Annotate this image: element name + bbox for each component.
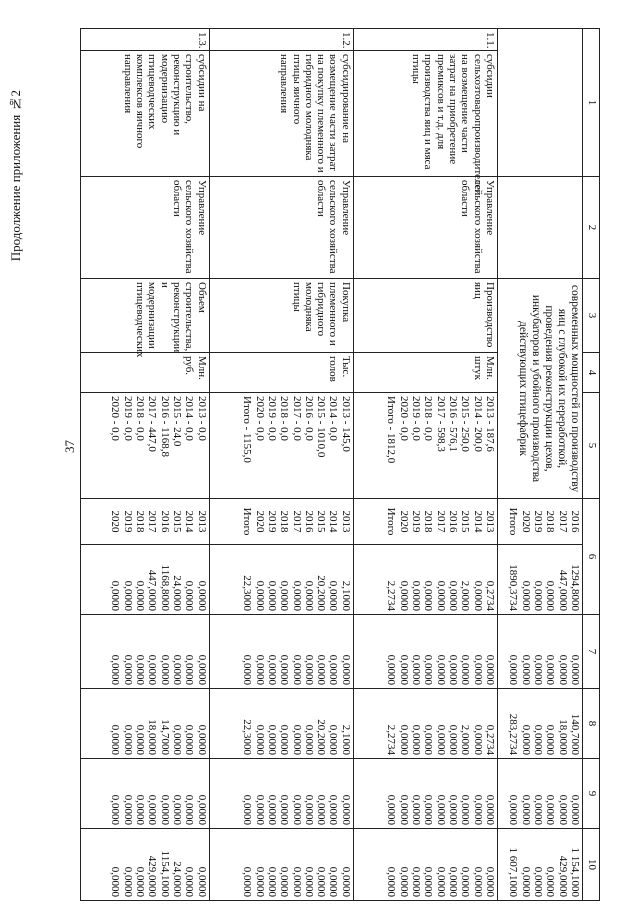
col-header-9: 9 [583, 759, 600, 829]
col-header-7: 7 [583, 615, 600, 689]
unit: Млн. штук [353, 353, 497, 393]
years: 2013 2014 2015 2016 2017 2018 2019 2020 Итого [209, 499, 353, 545]
col9-values: 0,0000 0,0000 0,0000 0,0000 0,0000 0,0000 0,0000 0,0000 0,0000 [209, 759, 353, 829]
col10-values: 0,0000 0,0000 24,0000 1154,1000 429,0000 0,0000 0,0000 0,0000 [81, 829, 210, 901]
col8-values: 0,2734 0,0000 2,0000 0,0000 0,0000 0,0000 0,0000 0,0000 2,2734 [353, 689, 497, 759]
intro-title: современных мощностей по производству яиц с глубокой их переработкой, проведения реконструкции цехов, инкубаторов и убойного производства действующих птицефабрик [498, 279, 583, 499]
col-header-5: 5 [583, 393, 600, 499]
intro-col9: 0,0000 0,0000 0,0000 0,0000 0,0000 0,0000 [498, 759, 583, 829]
unit: Тыс. голов [209, 353, 353, 393]
col6-values: 2,1000 0,0000 20,2000 0,0000 0,0000 0,0000 0,0000 0,0000 22,3000 [209, 545, 353, 615]
intro-col10: 1 154,1000 429,0000 0,0000 0,0000 0,0000 1 607,1000 [498, 829, 583, 901]
executor: Управление сельского хозяйства области [209, 177, 353, 279]
measure-name: субсидии сельхозтоваропроизводителей на возмещение части затрат на приобретение премиксов и т.д. для производства яиц и мяса птицы [353, 51, 497, 177]
table-row-intro [498, 29, 583, 901]
years: 2013 2014 2015 2016 2017 2018 2019 2020 Итого [353, 499, 497, 545]
targets: 2013 - 145,0 2014 - 0,0 2015 - 1010,0 2016 - 0,0 2017 - 0,0 2018 - 0,0 2019 - 0,0 2020 - 0,0 Итого - 1155,0 [209, 393, 353, 499]
measure-name: субсидирование на возмещение части затрат на покупку племенного и гибридного молодняка птицы яичного направления [209, 51, 353, 177]
column-number-row [583, 29, 600, 901]
continuation-label: Продолжение приложения №2 [8, 90, 23, 262]
executor: Управление сельского хозяйства области [81, 177, 210, 279]
indicator: Производство яиц [353, 279, 497, 353]
indicator: Покупка племенного и гибридного молодняка птицы [209, 279, 353, 353]
measure-name: субсидии на строительство, реконструкцию и модернизацию птицеводческих комплексов яичного направления [81, 51, 210, 177]
table-row [81, 29, 210, 901]
targets: 2013 - 187,6 2014 - 200,0 2015 - 250,0 2016 - 576,1 2017 - 598,3 2018 - 0,0 2019 - 0,0 2020 - 0,0 Итого - 1812,0 [353, 393, 497, 499]
col10-values: 0,0000 0,0000 0,0000 0,0000 0,0000 0,0000 0,0000 0,0000 0,0000 [353, 829, 497, 901]
col6-values: 0,2734 0,0000 2,0000 0,0000 0,0000 0,0000 0,0000 0,0000 2,2734 [353, 545, 497, 615]
col-header-6: 6 [583, 499, 600, 615]
row-number: 1.3. [81, 29, 210, 51]
col8-values: 0,0000 0,0000 0,0000 14,7000 18,0000 0,0000 0,0000 0,0000 [81, 689, 210, 759]
intro-col6: 1294,8000 447,0000 0,0000 0,0000 0,0000 1890,3734 [498, 545, 583, 615]
unit: Млн. руб. [81, 353, 210, 393]
intro-years: 2016 2017 2018 2019 2020 Итого [498, 499, 583, 545]
targets: 2013 - 0,0 2014 - 0,0 2015 - 24,0 2016 - 1168,8 2017 - 447,0 2018 - 0,0 2019 - 0,0 2020 - 0,0 [81, 393, 210, 499]
table-row [353, 29, 497, 901]
indicator: Объем строительства, реконструкции и модернизации птицеводческих [81, 279, 210, 353]
col9-values: 0,0000 0,0000 0,0000 0,0000 0,0000 0,0000 0,0000 0,0000 0,0000 [353, 759, 497, 829]
row-number: 1.2. [209, 29, 353, 51]
col-header-8: 8 [583, 689, 600, 759]
col-header-1: 1 [583, 29, 600, 177]
page-number: 37 [62, 440, 77, 453]
col8-values: 2,1000 0,0000 20,2000 0,0000 0,0000 0,0000 0,0000 0,0000 22,3000 [209, 689, 353, 759]
col7-values: 0,0000 0,0000 0,0000 0,0000 0,0000 0,0000 0,0000 0,0000 [81, 615, 210, 689]
col-header-3: 3 [583, 279, 600, 353]
col-header-2: 2 [583, 177, 600, 279]
col9-values: 0,0000 0,0000 0,0000 0,0000 0,0000 0,0000 0,0000 0,0000 [81, 759, 210, 829]
intro-col8: 140,7000 18,0000 0,0000 0,0000 0,0000 283,2734 [498, 689, 583, 759]
row-number: 1.1. [353, 29, 497, 51]
col10-values: 0,0000 0,0000 0,0000 0,0000 0,0000 0,0000 0,0000 0,0000 0,0000 [209, 829, 353, 901]
col7-values: 0,0000 0,0000 0,0000 0,0000 0,0000 0,0000 0,0000 0,0000 0,0000 [209, 615, 353, 689]
rotated-table-container [80, 28, 600, 900]
executor: Управление сельского хозяйства области [353, 177, 497, 279]
intro-col7: 0,0000 0,0000 0,0000 0,0000 0,0000 0,0000 [498, 615, 583, 689]
program-table [80, 28, 600, 901]
col6-values: 0,0000 0,0000 24,0000 1168,8000 447,0000 0,0000 0,0000 0,0000 [81, 545, 210, 615]
col-header-4: 4 [583, 353, 600, 393]
years: 2013 2014 2015 2016 2017 2018 2019 2020 [81, 499, 210, 545]
col-header-10: 10 [583, 829, 600, 901]
table-row [209, 29, 353, 901]
col7-values: 0,0000 0,0000 0,0000 0,0000 0,0000 0,0000 0,0000 0,0000 0,0000 [353, 615, 497, 689]
